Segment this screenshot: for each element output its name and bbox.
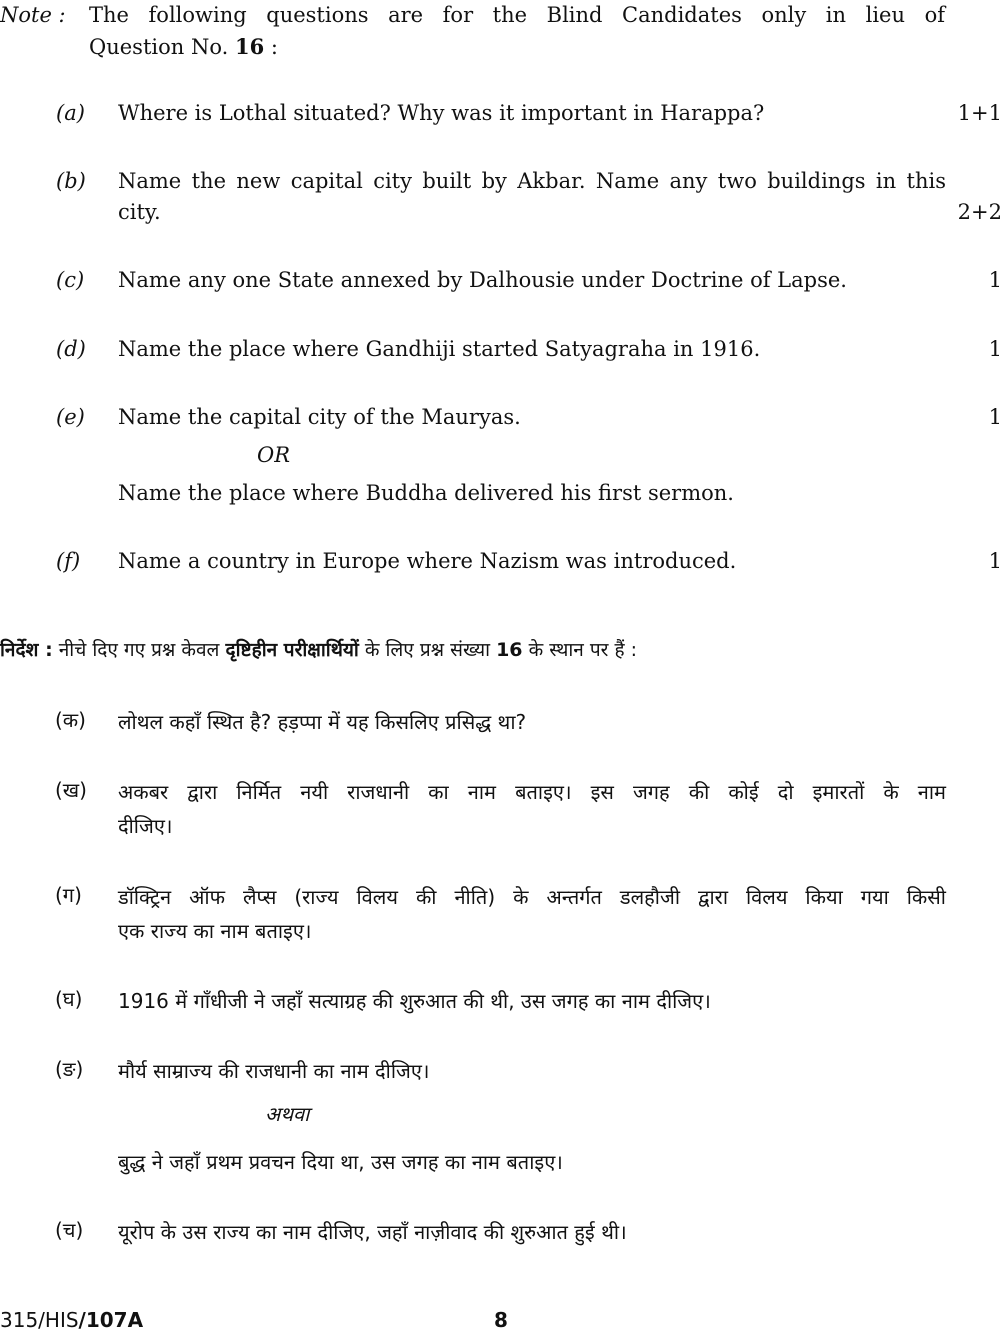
question-marks-b: 2+2	[957, 200, 1002, 224]
hindi-question-text-nga: मौर्य साम्राज्य की राजधानी का नाम दीजिए।	[118, 1059, 430, 1083]
question-label-d: (d)	[56, 337, 86, 361]
question-text-f: Name a country in Europe where Nazism was introduced.	[118, 549, 737, 573]
note-text-line2	[89, 31, 278, 63]
question-text-e-alt: Name the place where Buddha delivered his first sermon.	[118, 481, 734, 505]
note-label: Note :	[0, 3, 66, 27]
hindi-question-label-nga: (ङ)	[55, 1057, 84, 1081]
hindi-question-label-cha: (च)	[55, 1218, 84, 1242]
question-marks-f: 1	[988, 549, 1002, 573]
question-text-e: Name the capital city of the Mauryas.	[118, 405, 521, 429]
hindi-note-part1: नीचे दिए गए प्रश्न केवल	[58, 639, 220, 661]
question-text-a: Where is Lothal situated? Why was it important in Harappa?	[118, 101, 765, 125]
hindi-question-text-nga-alt: बुद्ध ने जहाँ प्रथम प्रवचन दिया था, उस जगह का नाम बताइए।	[118, 1150, 563, 1174]
hindi-note-number: 16	[496, 639, 523, 661]
paper-code-prefix: 315/HIS	[0, 1308, 79, 1332]
note-line2-suffix: :	[270, 35, 278, 59]
question-label-f: (f)	[56, 549, 81, 573]
question-marks-e: 1	[988, 405, 1002, 429]
question-text-b-line1: Name the new capital city built by Akbar. Name any two buildings in this	[118, 169, 946, 193]
hindi-question-text-cha: यूरोप के उस राज्य का नाम दीजिए, जहाँ नाज़ीवाद की शुरुआत हुई थी।	[118, 1220, 627, 1244]
hindi-note-part2: के लिए प्रश्न संख्या	[364, 639, 491, 661]
question-label-b: (b)	[56, 169, 86, 193]
hindi-note-heading	[0, 635, 990, 666]
hindi-question-nga-or: अथवा	[265, 1102, 310, 1126]
question-text-d: Name the place where Gandhiji started Satyagraha in 1916.	[118, 337, 761, 361]
hindi-question-text-kha-line1: अकबर द्वारा निर्मित नयी राजधानी का नाम बताइए। इस जगह की कोई दो इमारतों के नाम	[118, 780, 946, 804]
question-e-or: OR	[257, 443, 291, 467]
paper-code	[0, 1305, 143, 1336]
page-number: 8	[494, 1308, 508, 1332]
hindi-question-text-ka: लोथल कहाँ स्थित है? हड़प्पा में यह किसलिए प्रसिद्ध था?	[118, 710, 527, 734]
question-text-b-line2: city.	[118, 200, 161, 224]
hindi-note-label: निर्देश :	[0, 639, 53, 661]
note-text-line1: The following questions are for the Blind Candidates only in lieu of	[89, 3, 945, 27]
hindi-question-label-kha: (ख)	[55, 778, 87, 802]
hindi-question-label-ka: (क)	[55, 708, 86, 732]
question-marks-a: 1+1	[957, 101, 1002, 125]
question-marks-d: 1	[988, 337, 1002, 361]
hindi-note-part3: के स्थान पर हैं :	[528, 639, 637, 661]
question-label-a: (a)	[56, 101, 85, 125]
question-marks-c: 1	[988, 268, 1002, 292]
hindi-note-bold: दृष्टिहीन परीक्षार्थियों	[225, 639, 359, 661]
hindi-question-label-gha: (घ)	[55, 987, 83, 1011]
question-label-e: (e)	[56, 405, 85, 429]
paper-code-suffix: /107A	[78, 1308, 144, 1332]
note-line2-prefix: Question No.	[89, 35, 229, 59]
hindi-question-text-gha: 1916 में गाँधीजी ने जहाँ सत्याग्रह की शुरुआत की थी, उस जगह का नाम दीजिए।	[118, 989, 711, 1013]
hindi-question-label-ga: (ग)	[55, 883, 82, 907]
hindi-question-text-ga-line1: डॉक्ट्रिन ऑफ लैप्स (राज्य विलय की नीति) के अन्तर्गत डलहौजी द्वारा विलय किया गया किसी	[118, 885, 946, 909]
hindi-question-text-kha-line2: दीजिए।	[118, 814, 173, 838]
hindi-question-text-ga-line2: एक राज्य का नाम बताइए।	[118, 919, 312, 943]
question-text-c: Name any one State annexed by Dalhousie under Doctrine of Lapse.	[118, 268, 847, 292]
note-question-number: 16	[234, 34, 265, 59]
question-label-c: (c)	[56, 268, 85, 292]
